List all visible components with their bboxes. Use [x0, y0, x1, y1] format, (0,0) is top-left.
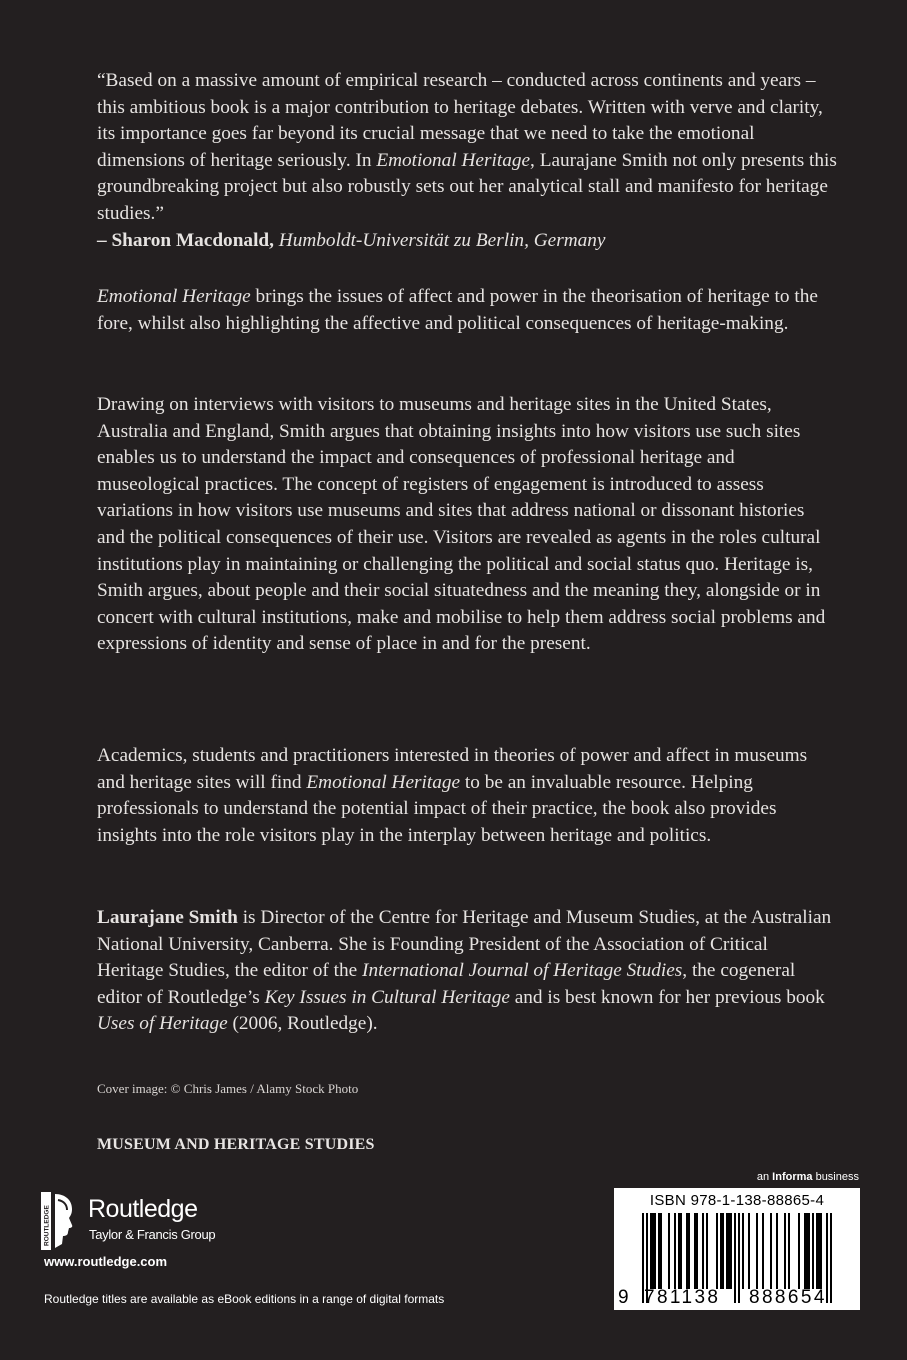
p1-book-title: Emotional Heritage: [97, 286, 251, 307]
barcode-bar: [762, 1213, 764, 1289]
bio-previous-book: Uses of Heritage: [97, 1013, 228, 1035]
barcode-bar: [806, 1213, 808, 1289]
bio-text-b: , the cogeneral editor of Routledge’s: [97, 960, 796, 1008]
barcode-bar: [820, 1213, 822, 1289]
barcode-bar: [742, 1213, 744, 1289]
barcode-bar: [776, 1213, 778, 1289]
barcode-bar: [808, 1213, 810, 1289]
quote-book-title: Emotional Heritage: [376, 149, 531, 171]
barcode-bar: [660, 1213, 662, 1289]
svg-text:ROUTLEDGE: ROUTLEDGE: [43, 1205, 51, 1246]
barcode-bar: [816, 1213, 818, 1289]
isbn-label: ISBN 978-1-138-88865-4: [649, 1192, 825, 1209]
routledge-head-icon: [41, 1192, 77, 1250]
quote-attribution-name: – Sharon Macdonald,: [97, 229, 274, 251]
quote-attribution-affiliation: Humboldt-Universität zu Berlin, Germany: [278, 229, 606, 251]
barcode-bar: [788, 1213, 790, 1289]
author-bio: [97, 905, 837, 1038]
barcode-bar: [716, 1213, 718, 1289]
isbn-barcode: ISBN 978-1-138-88865-4 9 781138 888654: [614, 1188, 860, 1310]
barcode-bar: [804, 1213, 806, 1289]
endorsement-quote: [97, 68, 837, 254]
bio-journal-title: International Journal of Heritage Studies: [362, 960, 683, 982]
barcode-bar: [830, 1213, 832, 1303]
p3-book-title: Emotional Heritage: [306, 771, 461, 793]
barcode-bar: [678, 1213, 680, 1289]
barcode-bar: [686, 1213, 688, 1289]
author-name: Laurajane Smith: [97, 907, 238, 928]
informa-business-tag: an Informa business: [756, 1171, 859, 1183]
barcode-bar: [730, 1213, 732, 1289]
quote-text-part1: “Based on a massive amount of empirical research – conducted across continents and years – this ambitious book is a major contribution to heritage debates. Written with verve and clarity, its importance goes far beyond its crucial message that we need to take the emotional dimensions of heritage seriously. In: [97, 70, 823, 171]
publisher-name: Routledge: [88, 1195, 198, 1223]
barcode-bar: [738, 1213, 740, 1303]
p2-text: Drawing on interviews with visitors to museums and heritage sites in the United States, Australia and England, Smith argues that obtaining insights into how visitors use such sites enables us to understand the impact and consequences of professional heritage and museological practices. The concept of registers of engagement is introduced to assess variations in how visitors use museums and sites that address national or dissonant histories and the political consequences of their use. Visitors are revealed as agents in the roles cultural institutions play in maintaining or challenging the political and social status quo. Heritage is, Smith argues, about people and their social situatedness and the meaning they, alongside or in concert with cultural institutions, make and mobilise to help them address social problems and expressions of identity and sense of place in and for the present.: [97, 394, 826, 655]
barcode-bar: [650, 1213, 652, 1289]
ebook-availability-note: Routledge titles are available as eBook editions in a range of digital formats: [44, 1292, 445, 1306]
barcode-bar: [702, 1213, 704, 1289]
bio-text-a: is Director of the Centre for Heritage and Museum Studies, at the Australian National University, Canberra. She is Founding President of the Association of Critical Heritage Studies, the editor of the: [97, 907, 832, 982]
barcode-bar: [688, 1213, 690, 1289]
bio-text-c: and is best known for her previous book: [509, 986, 825, 1008]
description-paragraph-2: [97, 392, 837, 658]
barcode-bar: [812, 1213, 814, 1289]
cover-image-credit: Cover image: © Chris James / Alamy Stock Photo: [97, 1081, 359, 1096]
description-paragraph-3: [97, 743, 837, 849]
barcode-bar: [706, 1213, 708, 1289]
p3-text-a: Academics, students and practitioners interested in theories of power and affect in museums and heritage sites will find: [97, 745, 808, 793]
barcode-bar: [798, 1213, 800, 1289]
publisher-group: Taylor & Francis Group: [89, 1227, 216, 1242]
barcode-bar: [652, 1213, 654, 1289]
description-paragraph-1: [97, 284, 837, 337]
barcode-bar: [658, 1213, 660, 1289]
barcode-bar: [770, 1213, 772, 1289]
barcode-bar: [694, 1213, 696, 1289]
barcode-bar: [668, 1213, 670, 1289]
routledge-logo: [41, 1192, 241, 1252]
quote-text-part2: , Laurajane Smith not only presents this groundbreaking project but also robustly sets out her analytical stall and manifesto for heritage studies.”: [97, 149, 837, 224]
series-name: MUSEUM AND HERITAGE STUDIES: [97, 1136, 375, 1153]
barcode-bar: [722, 1213, 724, 1289]
barcode-bar: [784, 1213, 786, 1289]
p1-text: brings the issues of affect and power in the theorisation of heritage to the fore, whilst also highlighting the affective and political consequences of heritage-making.: [97, 286, 818, 334]
barcode-bar: [748, 1213, 750, 1289]
barcode-bar: [654, 1213, 656, 1289]
bio-text-d: (2006, Routledge).: [227, 1013, 378, 1035]
barcode-bar: [720, 1213, 722, 1289]
barcode-bar: [674, 1213, 676, 1289]
barcode-bar: [756, 1213, 758, 1289]
bio-series-title: Key Issues in Cultural Heritage: [264, 986, 510, 1008]
barcode-bar: [726, 1213, 728, 1289]
publisher-website-link[interactable]: www.routledge.com: [44, 1254, 168, 1269]
barcode-bar: [734, 1213, 736, 1303]
barcode-bar: [728, 1213, 730, 1289]
barcode-bar: [680, 1213, 682, 1289]
barcode-bar: [818, 1213, 820, 1289]
p3-text-b: to be an invaluable resource. Helping professionals to understand the potential impact of their practice, the book also provides insights into the role visitors play in the interplay between heritage and politics.: [97, 771, 777, 846]
barcode-bar: [696, 1213, 698, 1289]
